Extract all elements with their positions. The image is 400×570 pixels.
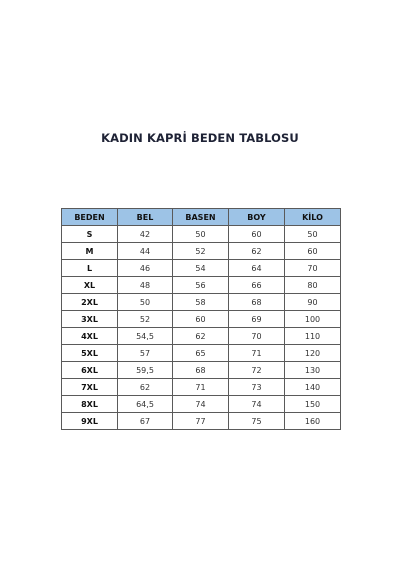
- boy-cell: 72: [229, 362, 285, 379]
- kilo-cell: 130: [285, 362, 341, 379]
- kilo-cell: 120: [285, 345, 341, 362]
- boy-cell: 75: [229, 413, 285, 430]
- kilo-cell: 90: [285, 294, 341, 311]
- boy-cell: 69: [229, 311, 285, 328]
- basen-cell: 60: [173, 311, 229, 328]
- bel-cell: 67: [118, 413, 173, 430]
- size-cell: 9XL: [62, 413, 118, 430]
- size-cell: 8XL: [62, 396, 118, 413]
- table-row: [62, 311, 341, 328]
- table-header: [62, 209, 341, 226]
- bel-cell: 52: [118, 311, 173, 328]
- boy-cell: 66: [229, 277, 285, 294]
- size-cell: 7XL: [62, 379, 118, 396]
- size-cell: 6XL: [62, 362, 118, 379]
- kilo-cell: 110: [285, 328, 341, 345]
- boy-cell: 60: [229, 226, 285, 243]
- kilo-cell: 160: [285, 413, 341, 430]
- bel-cell: 48: [118, 277, 173, 294]
- header-beden: BEDEN: [62, 209, 118, 226]
- kilo-cell: 100: [285, 311, 341, 328]
- table-row: [62, 277, 341, 294]
- bel-cell: 54,5: [118, 328, 173, 345]
- kilo-cell: 80: [285, 277, 341, 294]
- size-cell: S: [62, 226, 118, 243]
- header-kilo: KİLO: [285, 209, 341, 226]
- basen-cell: 74: [173, 396, 229, 413]
- table-row: [62, 328, 341, 345]
- basen-cell: 52: [173, 243, 229, 260]
- boy-cell: 73: [229, 379, 285, 396]
- bel-cell: 50: [118, 294, 173, 311]
- boy-cell: 64: [229, 260, 285, 277]
- header-basen: BASEN: [173, 209, 229, 226]
- bel-cell: 62: [118, 379, 173, 396]
- bel-cell: 59,5: [118, 362, 173, 379]
- bel-cell: 57: [118, 345, 173, 362]
- table-row: [62, 243, 341, 260]
- kilo-cell: 70: [285, 260, 341, 277]
- size-cell: L: [62, 260, 118, 277]
- basen-cell: 71: [173, 379, 229, 396]
- table-row: [62, 379, 341, 396]
- table-row: [62, 396, 341, 413]
- size-cell: XL: [62, 277, 118, 294]
- table-row: [62, 260, 341, 277]
- size-cell: 2XL: [62, 294, 118, 311]
- basen-cell: 50: [173, 226, 229, 243]
- basen-cell: 65: [173, 345, 229, 362]
- kilo-cell: 150: [285, 396, 341, 413]
- basen-cell: 68: [173, 362, 229, 379]
- boy-cell: 74: [229, 396, 285, 413]
- bel-cell: 44: [118, 243, 173, 260]
- basen-cell: 58: [173, 294, 229, 311]
- size-cell: 5XL: [62, 345, 118, 362]
- basen-cell: 56: [173, 277, 229, 294]
- size-cell: 4XL: [62, 328, 118, 345]
- kilo-cell: 60: [285, 243, 341, 260]
- page-title: KADIN KAPRİ BEDEN TABLOSU: [101, 131, 299, 145]
- size-chart-table: [61, 208, 341, 430]
- header-boy: BOY: [229, 209, 285, 226]
- table-row: [62, 294, 341, 311]
- kilo-cell: 140: [285, 379, 341, 396]
- table-row: [62, 413, 341, 430]
- table-row: [62, 226, 341, 243]
- table-row: [62, 345, 341, 362]
- boy-cell: 71: [229, 345, 285, 362]
- header-row: [62, 209, 341, 226]
- size-cell: 3XL: [62, 311, 118, 328]
- kilo-cell: 50: [285, 226, 341, 243]
- size-cell: M: [62, 243, 118, 260]
- bel-cell: 46: [118, 260, 173, 277]
- boy-cell: 68: [229, 294, 285, 311]
- header-bel: BEL: [118, 209, 173, 226]
- bel-cell: 64,5: [118, 396, 173, 413]
- boy-cell: 62: [229, 243, 285, 260]
- table-body: [62, 226, 341, 430]
- table-row: [62, 362, 341, 379]
- basen-cell: 62: [173, 328, 229, 345]
- basen-cell: 77: [173, 413, 229, 430]
- bel-cell: 42: [118, 226, 173, 243]
- boy-cell: 70: [229, 328, 285, 345]
- basen-cell: 54: [173, 260, 229, 277]
